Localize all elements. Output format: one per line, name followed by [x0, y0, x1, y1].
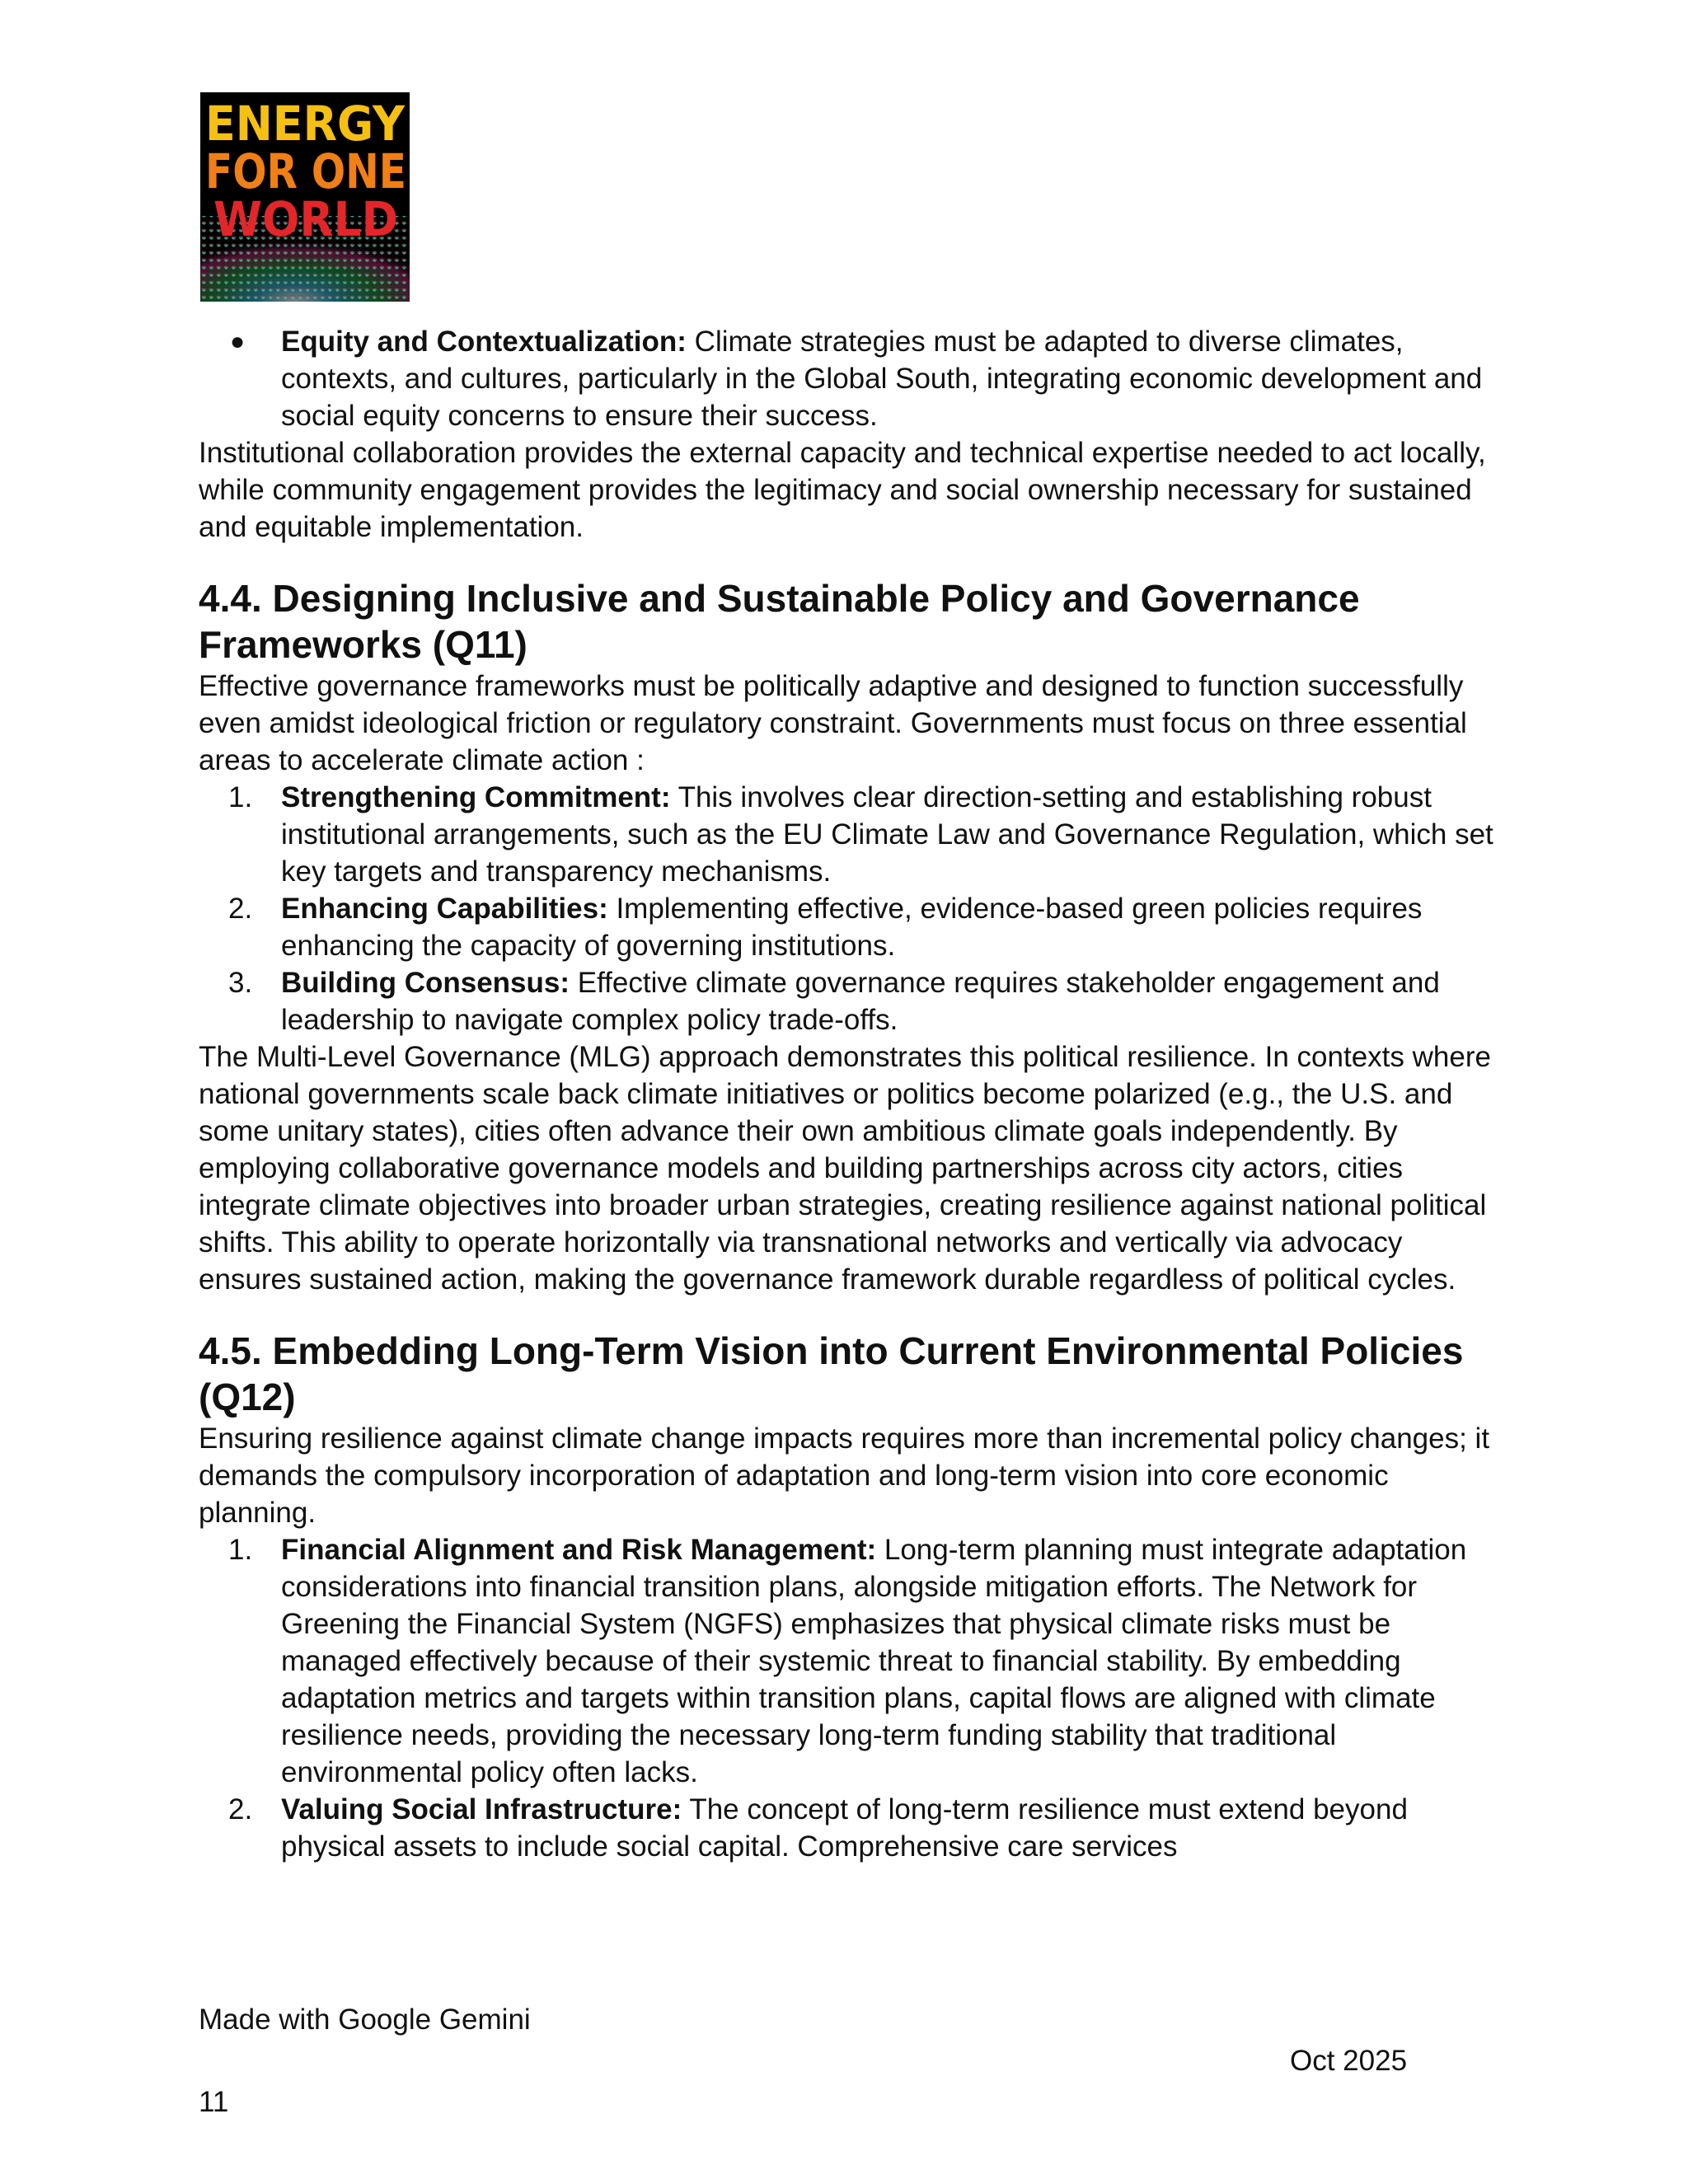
intro-bullet-list — [199, 323, 1501, 434]
bullet-icon: ● — [230, 328, 246, 355]
list-item — [199, 323, 1501, 434]
list-number: 1. — [228, 781, 253, 813]
list-item-term: Financial Alignment and Risk Management: — [281, 1534, 877, 1566]
list-item — [199, 1531, 1501, 1791]
list-number: 1. — [228, 1534, 253, 1566]
document-body — [199, 323, 1501, 1865]
list-number: 2. — [228, 893, 253, 925]
section-4-4-closing-paragraph: The Multi-Level Governance (MLG) approach demonstrates this political resilience. In contexts where national governments scale back climate initiatives or politics become polarized (e.g., the U.S. and some unitary states), cities often advance their own ambitious climate goals independently. By employing collaborative governance models and building partnerships across city actors, cities integrate climate objectives into broader urban strategies, creating resilience against national political shifts. This ability to operate horizontally via transnational networks and vertically via advocacy ensures sustained action, making the governance framework durable regardless of political cycles. — [199, 1041, 1491, 1296]
list-item-text: Long-term planning must integrate adaptation considerations into financial transition plans, alongside mitigation efforts. The Network for Greening the Financial System (NGFS) emphasizes that physical climate risks must be managed effectively because of their systemic threat to financial stability. By embedding adaptation metrics and targets within transition plans, capital flows are aligned with climate resilience needs, providing the necessary long-term funding stability that traditional environmental policy often lacks. — [281, 1534, 1467, 1788]
logo-line-3: WORLD — [213, 191, 398, 247]
footer-date: Oct 2025 — [1290, 2045, 1408, 2077]
section-4-5-paragraph: Ensuring resilience against climate change impacts requires more than incremental policy changes; it demands the compulsory incorporation of adaptation and long-term vision into core economic planning. — [199, 1422, 1490, 1529]
list-number: 3. — [228, 967, 253, 999]
list-item — [199, 964, 1501, 1038]
section-4-4-list — [199, 779, 1501, 1038]
list-item-text: Implementing effective, evidence-based green policies requires enhancing the capacity of governing institutions. — [281, 893, 1423, 962]
list-item-text: This involves clear direction-setting and establishing robust institutional arrangements, such as the EU Climate Law and Governance Regulation, which set key targets and transparency mechanisms. — [281, 781, 1493, 888]
list-item — [199, 1791, 1501, 1865]
list-item — [199, 779, 1501, 890]
list-item-text: The concept of long-term resilience must extend beyond physical assets to include social capital. Comprehensive care services — [281, 1793, 1408, 1863]
list-item-text: Effective climate governance requires stakeholder engagement and leadership to navigate complex policy trade-offs. — [281, 967, 1440, 1036]
list-item-term: Valuing Social Infrastructure: — [281, 1793, 682, 1825]
logo-line-1: ENERGY — [205, 96, 406, 152]
section-4-5-list — [199, 1531, 1501, 1865]
energy-for-one-world-logo — [200, 92, 410, 302]
list-item-text: Climate strategies must be adapted to diverse climates, contexts, and cultures, particularly in the Global South, integrating economic development and social equity concerns to ensure their success. — [281, 326, 1483, 432]
list-item-term: Building Consensus: — [281, 967, 570, 999]
list-item-term: Equity and Contextualization: — [281, 326, 687, 358]
section-4-4-paragraph: Effective governance frameworks must be politically adaptive and designed to function successfully even amidst ideological friction or regulatory constraint. Governments must focus on three essential areas to accelerate climate action : — [199, 670, 1467, 776]
section-4-4-heading: 4.4. Designing Inclusive and Sustainable Policy and Governance Frameworks (Q11) — [199, 577, 1360, 666]
list-number: 2. — [228, 1793, 253, 1825]
list-item — [199, 890, 1501, 964]
intro-paragraph: Institutional collaboration provides the external capacity and technical expertise needed to act locally, while community engagement provides the legitimacy and social ownership necessary for sustained and equitable implementation. — [199, 437, 1486, 543]
page-number: 11 — [199, 2086, 229, 2118]
list-item-term: Enhancing Capabilities: — [281, 893, 608, 925]
footer-made-with: Made with Google Gemini — [199, 2004, 531, 2036]
list-item-term: Strengthening Commitment: — [281, 781, 671, 813]
section-4-5-heading: 4.5. Embedding Long-Term Vision into Current Environmental Policies (Q12) — [199, 1329, 1464, 1418]
logo-line-2: FOR ONE — [205, 143, 406, 199]
logo-graphic — [200, 92, 410, 302]
